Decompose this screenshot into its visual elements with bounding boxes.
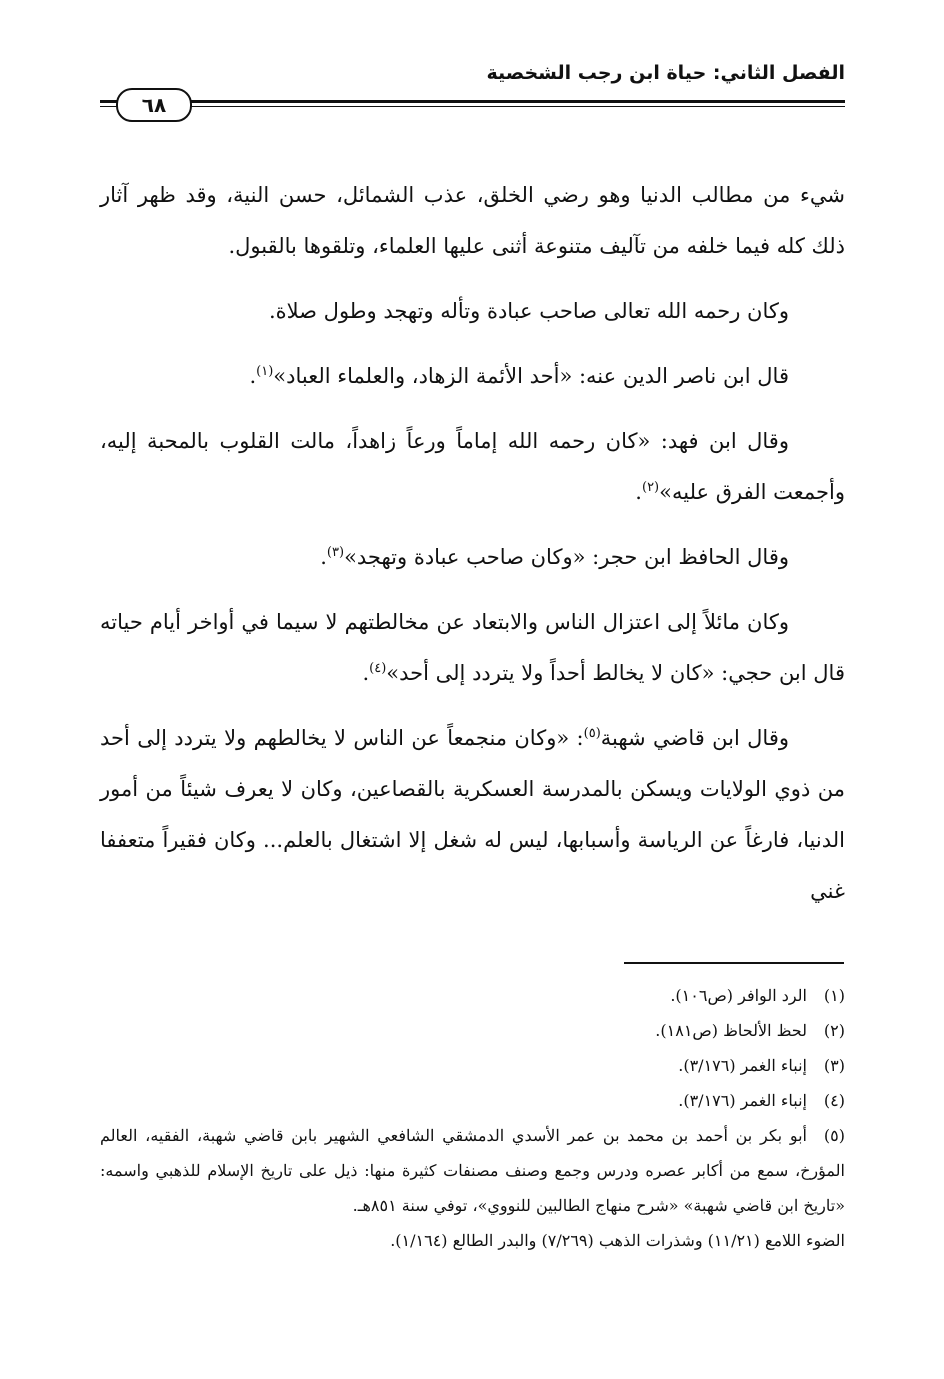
paragraph-end: . [320, 545, 327, 569]
paragraph-end: . [249, 364, 257, 388]
paragraph-text: وقال ابن قاضي شهبة [600, 726, 790, 750]
paragraph [100, 351, 845, 402]
footnote [100, 978, 845, 1013]
header-rule-thick [100, 100, 845, 103]
footnote-number: (٥) [823, 1126, 845, 1145]
paragraph [100, 286, 845, 337]
footnote-marker: (٣) [326, 545, 345, 560]
paragraph [100, 713, 845, 917]
page-number: ٦٨ [116, 88, 192, 122]
main-text [100, 170, 845, 931]
running-title: الفصل الثاني: حياة ابن رجب الشخصية [486, 62, 845, 84]
footnote-marker: (٥) [583, 726, 601, 741]
footnote [100, 1083, 845, 1118]
paragraph-text: : «وكان منجمعاً عن الناس لا يخالطهم ولا يتردد إلى أحد من ذوي الولايات ويسكن بالمدرسة العسكرية بالقصاعين، وكان لا يعرف شيئاً من أمور الدنيا، فارغاً عن الرياسة وأسبابها، ليس له شغل إلا اشتغال بالعلم... وكان فقيراً متعففا غني [100, 726, 845, 903]
footnote-text: أبو بكر بن أحمد بن محمد بن عمر الأسدي الدمشقي الشافعي الشهير بابن قاضي شهبة، الفقيه، العالم المؤرخ، سمع من أكابر عصره ودرس وجمع وصنف مصنفات كثيرة منها: ذيل على تاريخ الإسلام للذهبي واسمه: «تاريخ ابن قاضي شهبة» «شرح منهاج الطالبين للنووي»، توفي سنة ٨٥١هـ. [100, 1126, 845, 1215]
footnote-text: الرد الوافر (ص١٠٦). [670, 986, 807, 1005]
footnote-text: لحظ الألحاظ (ص١٨١). [655, 1021, 807, 1040]
paragraph-text: وكان مائلاً إلى اعتزال الناس والابتعاد عن مخالطتهم لا سيما في أواخر أيام حياته قال ابن حجي: «كان لا يخالط أحداً ولا يتردد إلى أحد» [100, 610, 845, 685]
footnote-number: (٣) [823, 1056, 845, 1075]
paragraph-text: وقال الحافظ ابن حجر: «وكان صاحب عبادة وتهجد» [344, 545, 789, 569]
footnotes [100, 978, 845, 1258]
footnote-continuation: الضوء اللامع (١١/٢١) وشذرات الذهب (٧/٢٦٩) والبدر الطالع (١/١٦٤). [390, 1231, 845, 1250]
footnote-number: (٢) [823, 1021, 845, 1040]
paragraph-text: وقال ابن فهد: «كان رحمه الله إماماً ورعاً زاهداً، مالت القلوب بالمحبة إليه، وأجمعت الفرق عليه» [100, 429, 845, 504]
paragraph-end: . [635, 480, 642, 504]
footnote-number: (١) [823, 986, 845, 1005]
footnote [100, 1013, 845, 1048]
paragraph-text: شيء من مطالب الدنيا وهو رضي الخلق، عذب الشمائل، حسن النية، وقد ظهر آثار ذلك كله فيما خلفه من تآليف متنوعة أثنى عليها العلماء، وتلقوها بالقبول. [100, 183, 845, 258]
footnote-marker: (١) [256, 364, 274, 379]
paragraph [100, 170, 845, 272]
footnote-separator [624, 962, 844, 964]
footnote-text: إنباء الغمر (٣/١٧٦). [678, 1056, 807, 1075]
page-header [100, 62, 845, 132]
paragraph-text: وكان رحمه الله تعالى صاحب عبادة وتأله وتهجد وطول صلاة. [268, 299, 789, 323]
footnote-marker: (٤) [369, 661, 387, 676]
paragraph-end: . [362, 661, 370, 685]
footnote-number: (٤) [823, 1091, 845, 1110]
paragraph [100, 416, 845, 518]
footnote-marker: (٢) [641, 480, 660, 495]
footnote [100, 1118, 845, 1223]
paragraph [100, 597, 845, 699]
header-rule-thin [100, 106, 845, 107]
footnote [100, 1048, 845, 1083]
footnote-text: إنباء الغمر (٣/١٧٦). [678, 1091, 807, 1110]
paragraph-text: قال ابن ناصر الدين عنه: «أحد الأئمة الزهاد، والعلماء العباد» [273, 364, 789, 388]
paragraph [100, 532, 845, 583]
